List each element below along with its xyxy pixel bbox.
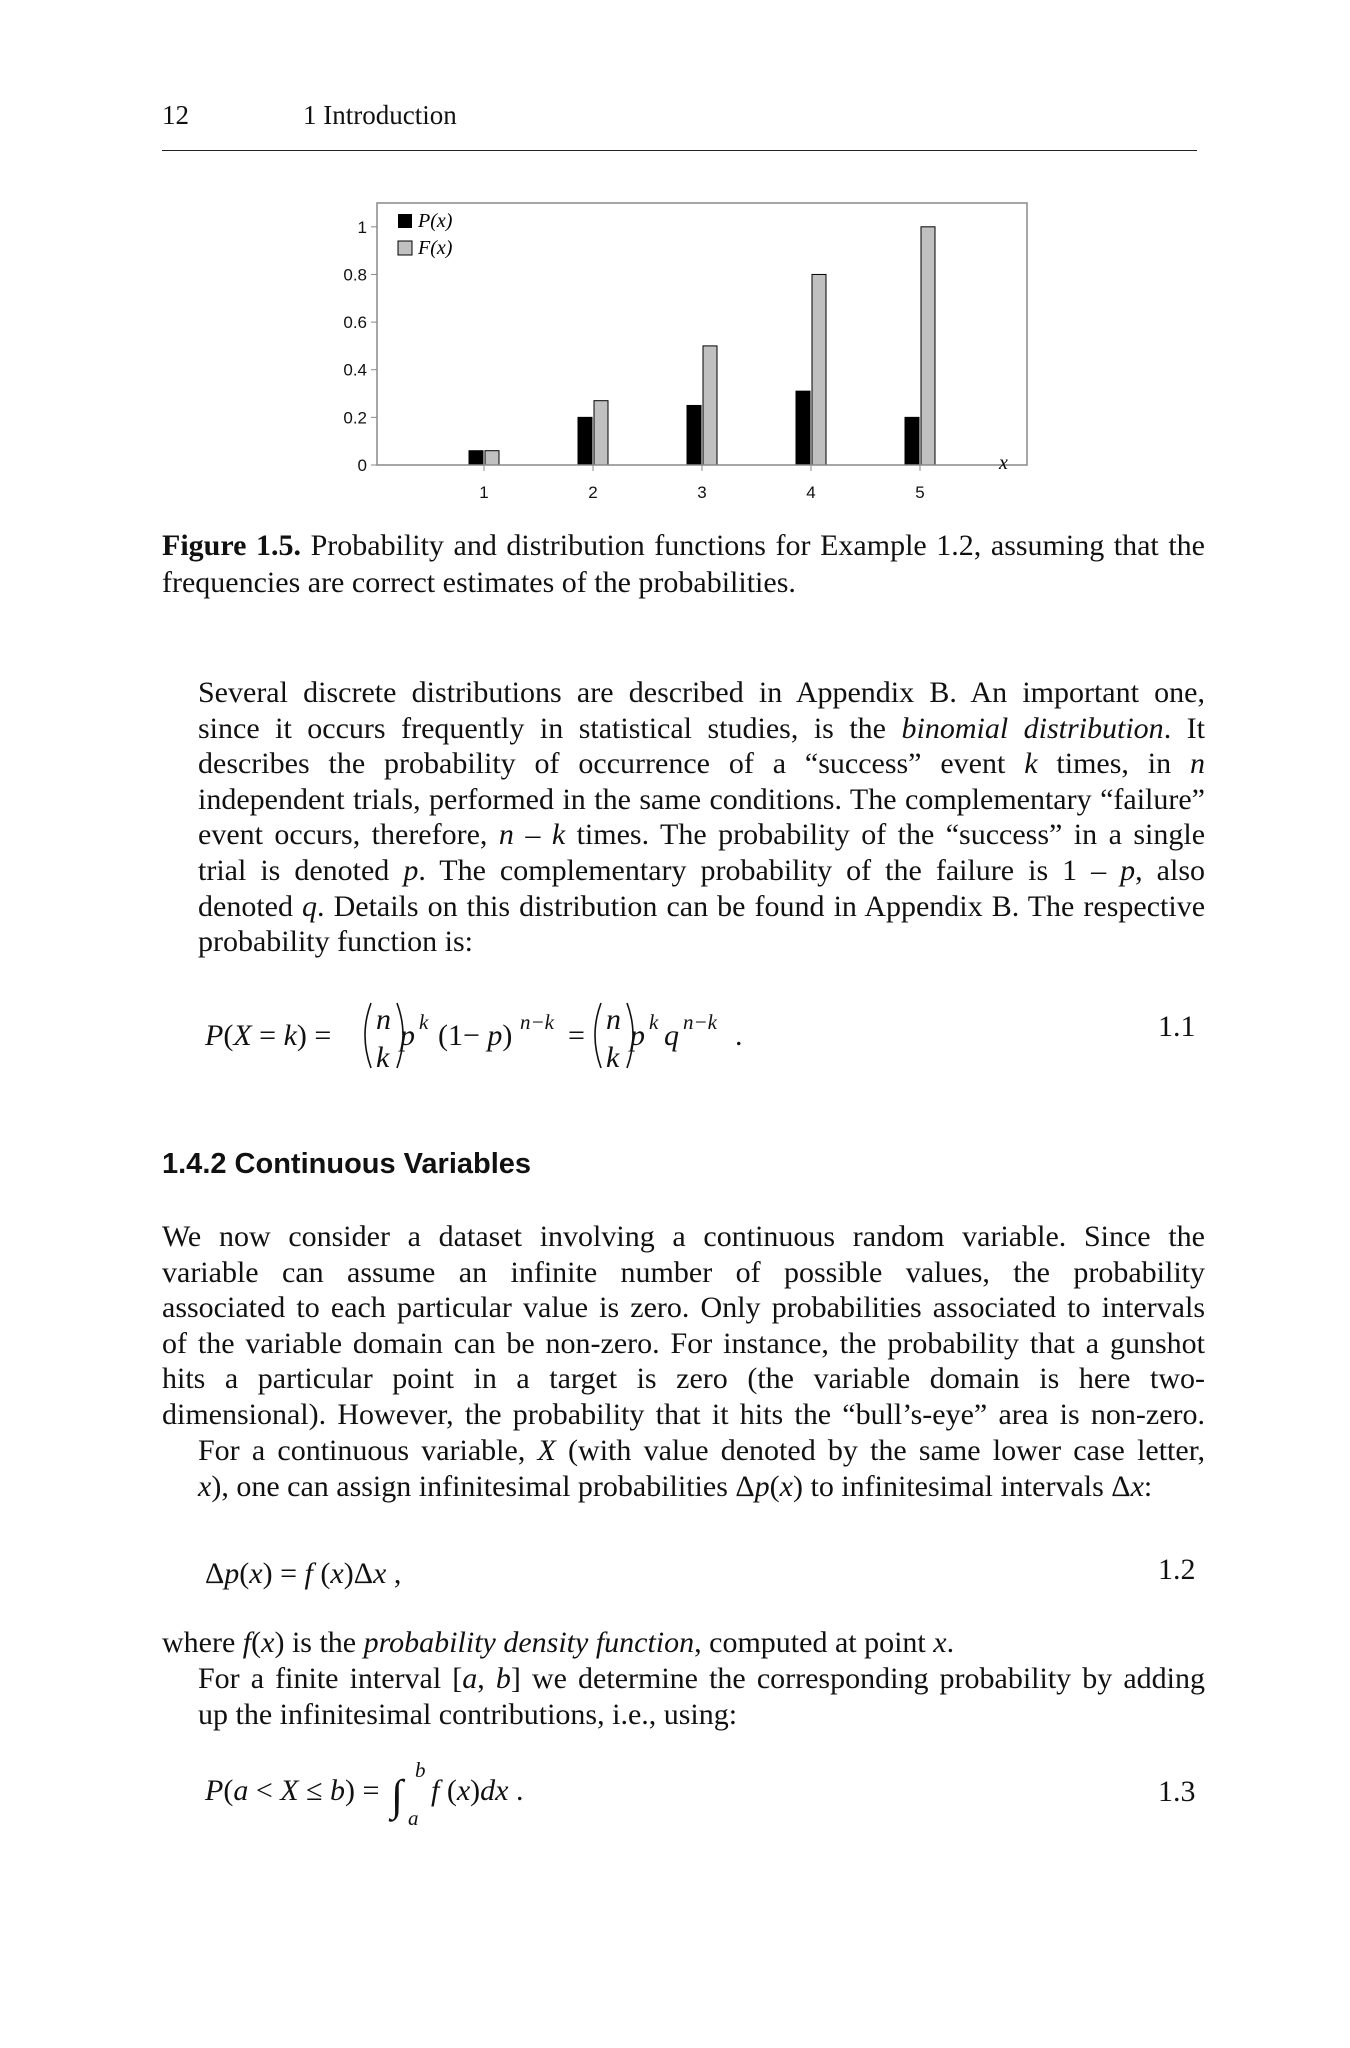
y-tick-label: 0.6 (343, 313, 367, 333)
bars (469, 227, 935, 465)
paragraph-infinitesimal: For a continuous variable, X (with value denoted by the same lower case letter, x), one can assign infinitesimal probabilities Δp(x) to infinitesimal intervals Δx: (198, 1434, 1205, 1503)
svg-text:k: k (649, 1010, 659, 1034)
legend-swatch-f (398, 241, 412, 255)
legend-swatch-p (398, 214, 412, 228)
svg-text:p: p (630, 1019, 645, 1052)
section-heading: 1.4.2 Continuous Variables (162, 1148, 532, 1180)
x-tick-label: 5 (915, 483, 925, 502)
y-tick-label: 0.8 (343, 265, 367, 285)
paragraph-interval: For a finite interval [a, b] we determine the corresponding probability by adding up the infinitesimal contributions, i.e., using: (198, 1662, 1206, 1731)
legend-label-p: P(x) (418, 210, 453, 232)
bar-f-5 (921, 227, 935, 465)
chapter-title: 1 Introduction (303, 100, 457, 130)
paragraph-continuous: We now consider a dataset involving a continuous random variable. Since the variable can assume an infinite number of possible values, the probability associated to each particular value is zero. Only probabilities associated to intervals of the variable domain can be non-zero. For instance, the probability that a gunshot hits a particular point in a target is zero (the variable domain is here two- dimensional). However, the probability that it hits the “bull’s-eye” area is non-zero. (162, 1220, 1205, 1431)
x-axis-label: x (999, 452, 1008, 474)
y-tick-label: 0.2 (343, 408, 367, 428)
equation-1-1 (195, 985, 775, 1085)
y-tick-label: 0.4 (343, 360, 367, 380)
bar-p-2 (578, 417, 592, 465)
header-rule (162, 150, 1197, 151)
bar-p-4 (796, 391, 810, 465)
bar-f-4 (812, 274, 826, 465)
bar-p-3 (687, 405, 701, 465)
figure-label: Figure 1.5. (162, 529, 302, 562)
svg-text:b: b (415, 1758, 426, 1782)
legend-label-f: F(x) (418, 237, 453, 259)
x-tick-label: 3 (697, 483, 707, 502)
y-tick-label: 1 (357, 217, 367, 237)
equation-1-2 (195, 1548, 455, 1598)
bar-f-2 (594, 401, 608, 465)
x-axis (479, 465, 924, 502)
y-tick-label: 0 (357, 456, 367, 475)
bar-p-5 (905, 417, 919, 465)
svg-text:Δp(x) = f (x)Δx ,: Δp(x) = f (x)Δx , (205, 1557, 402, 1590)
x-tick-label: 2 (588, 483, 598, 502)
svg-text:a: a (408, 1806, 419, 1830)
bar-chart (300, 190, 1060, 530)
svg-text:k: k (419, 1010, 429, 1034)
svg-text:∫: ∫ (391, 1771, 404, 1820)
x-tick-label: 4 (806, 483, 816, 502)
svg-text:n: n (606, 1003, 621, 1036)
svg-text:(1− p): (1− p) (438, 1019, 513, 1052)
svg-text:.: . (735, 1019, 743, 1052)
svg-text:=: = (568, 1019, 585, 1052)
svg-text:n−k: n−k (520, 1010, 554, 1034)
svg-text:k: k (606, 1041, 620, 1074)
bar-p-1 (469, 451, 483, 465)
svg-text:p: p (400, 1019, 415, 1052)
svg-text:k: k (376, 1041, 390, 1074)
paragraph-binomial: Several discrete distributions are described in Appendix B. An important one, since it occurs frequently in statistical studies, is the binomial distribution. It describes the probability of occurrence of a “success” event k times, in n independent trials, performed in the same conditions. The complementary “failure” event occurs, therefore, n – k times. The probability of the “success” in a single trial is denoted p. The complementary probability of the failure is 1 – p, also denoted q. Details on this distribution can be found in Appendix B. The respective probability function is: (198, 676, 1206, 959)
figure-caption (162, 527, 1205, 601)
svg-text:n: n (376, 1003, 391, 1036)
bar-f-3 (703, 346, 717, 465)
svg-text:P(X = k) =: P(X = k) = (205, 1019, 332, 1052)
equation-1-3 (195, 1755, 575, 1835)
x-tick-label: 1 (479, 483, 489, 502)
figure-caption-text: Probability and distribution functions for Example 1.2, assuming that the frequencies are correct estimates of the probabilities. (162, 529, 1205, 599)
svg-text:f (x)dx .: f (x)dx . (431, 1774, 524, 1807)
equation-number-1-2: 1.2 (1158, 1553, 1196, 1586)
bar-f-1 (485, 451, 499, 465)
legend (398, 210, 453, 259)
page-number: 12 (162, 100, 189, 130)
paragraph-density: where f(x) is the probability density function, computed at point x. (162, 1626, 955, 1659)
y-axis (343, 218, 377, 475)
svg-text:q: q (664, 1019, 679, 1052)
svg-text:P(a < X ≤ b) =: P(a < X ≤ b) = (205, 1774, 380, 1807)
equation-number-1-1: 1.1 (1158, 1010, 1196, 1043)
svg-text:n−k: n−k (683, 1010, 717, 1034)
equation-number-1-3: 1.3 (1158, 1775, 1196, 1808)
